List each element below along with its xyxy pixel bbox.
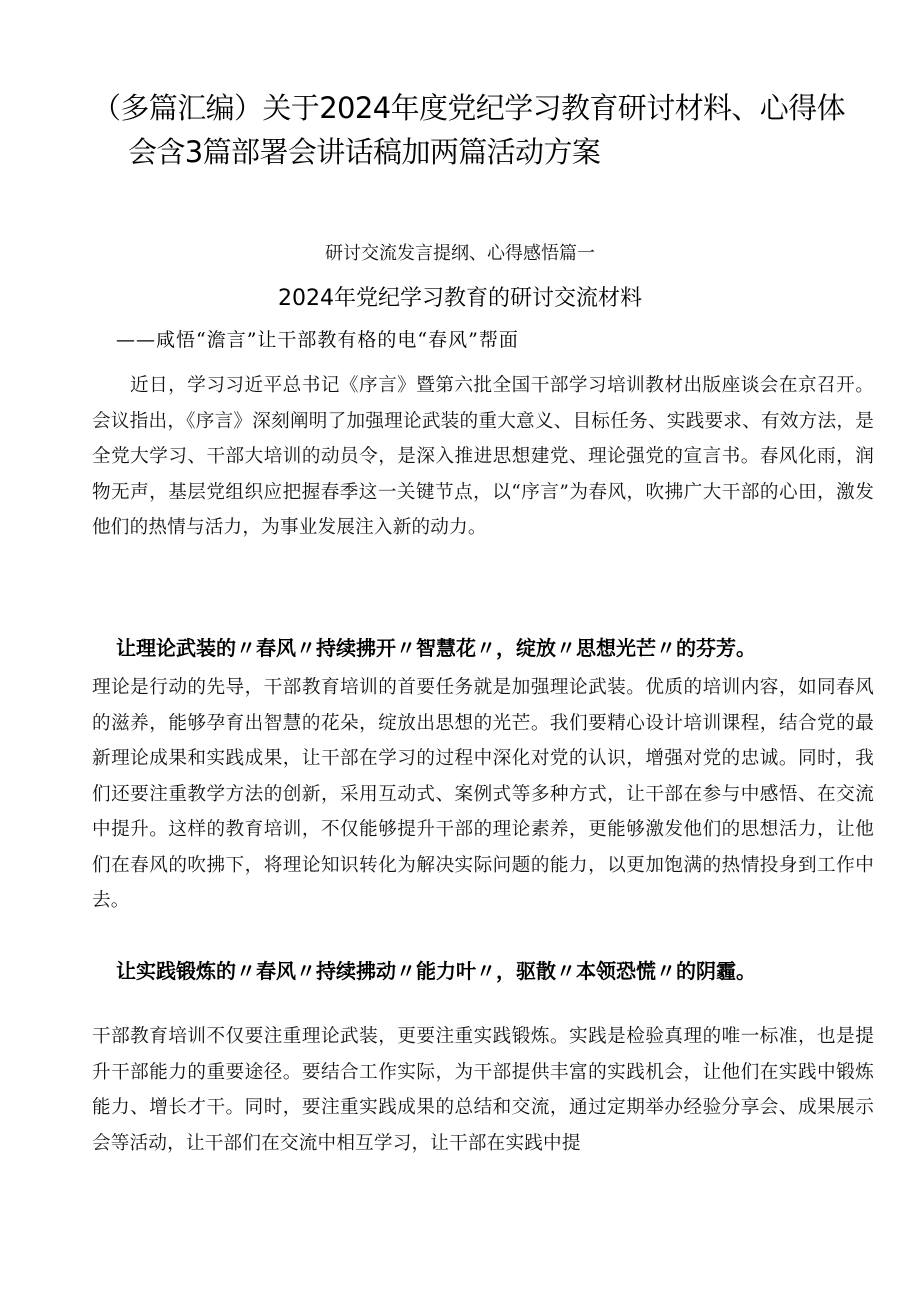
document-title [92, 86, 872, 174]
section-heading-1: 让理论武装的〃春风〃持续拂开〃智慧花〃，绽放〃思想光芒〃的芬芳。 [116, 636, 756, 660]
article-subtitle: ——咸悟“澹言”让干部教有格的电“春风”帮面 [116, 329, 519, 351]
body-paragraph-1: 理论是行动的先导，干部教育培训的首要任务就是加强理论武装。优质的培训内容，如同春风的滋养，能够孕育出智慧的花朵，绽放出思想的光芒。我们要精心设计培训课程，结合党的最新理论成果和实践成果，让干部在学习的过程中深化对党的认识，增强对党的忠诚。同时，我们还要注重教学方法的创新，采用互动式、案例式等多种方式，让干部在参与中感悟、在交流中提升。这样的教育培训，不仅能够提升干部的理论素养，更能够激发他们的思想活力，让他们在春风的吹拂下，将理论知识转化为解决实际问题的能力，以更加饱满的热情投身到工作中去。 [92, 677, 874, 911]
section-label: 研讨交流发言提纲、心得感悟篇一 [325, 243, 595, 264]
body-paragraph-2: 干部教育培训不仅要注重理论武装，更要注重实践锻炼。实践是检验真理的唯一标准，也是提升干部能力的重要途径。要结合工作实际，为干部提供丰富的实践机会，让他们在实践中锻炼能力、增长才干。同时，要注重实践成果的总结和交流，通过定期举办经验分享会、成果展示会等活动，让干部们在交流中相互学习，让干部在实践中提 [92, 1026, 874, 1154]
intro-paragraph: 近日，学习习近平总书记《序言》暨第六批全国干部学习培训教材出版座谈会在京召开。会议指出，《序言》深刻阐明了加强理论武装的重大意义、目标任务、实践要求、有效方法，是全党大学习、干部大培训的动员令，是深入推进思想建党、理论强党的宣言书。春风化雨，润物无声，基层党组织应把握春季这一关键节点，以“序言”为春风，吹拂广大干部的心田，激发他们的热情与活力，为事业发展注入新的动力。 [92, 375, 874, 538]
article-title: 2024年党纪学习教育的研讨交流材料 [278, 286, 642, 311]
document-title-line1: （多篇汇编）关于2024年度党纪学习教育研讨材料、心得体 [92, 91, 846, 125]
section-heading-2: 让实践锻炼的〃春风〃持续拂动〃能力叶〃，驱散〃本领恐慌〃的阴霾。 [116, 959, 756, 983]
document-title-line2: 会含3篇部署会讲话稿加两篇活动方案 [128, 135, 601, 169]
